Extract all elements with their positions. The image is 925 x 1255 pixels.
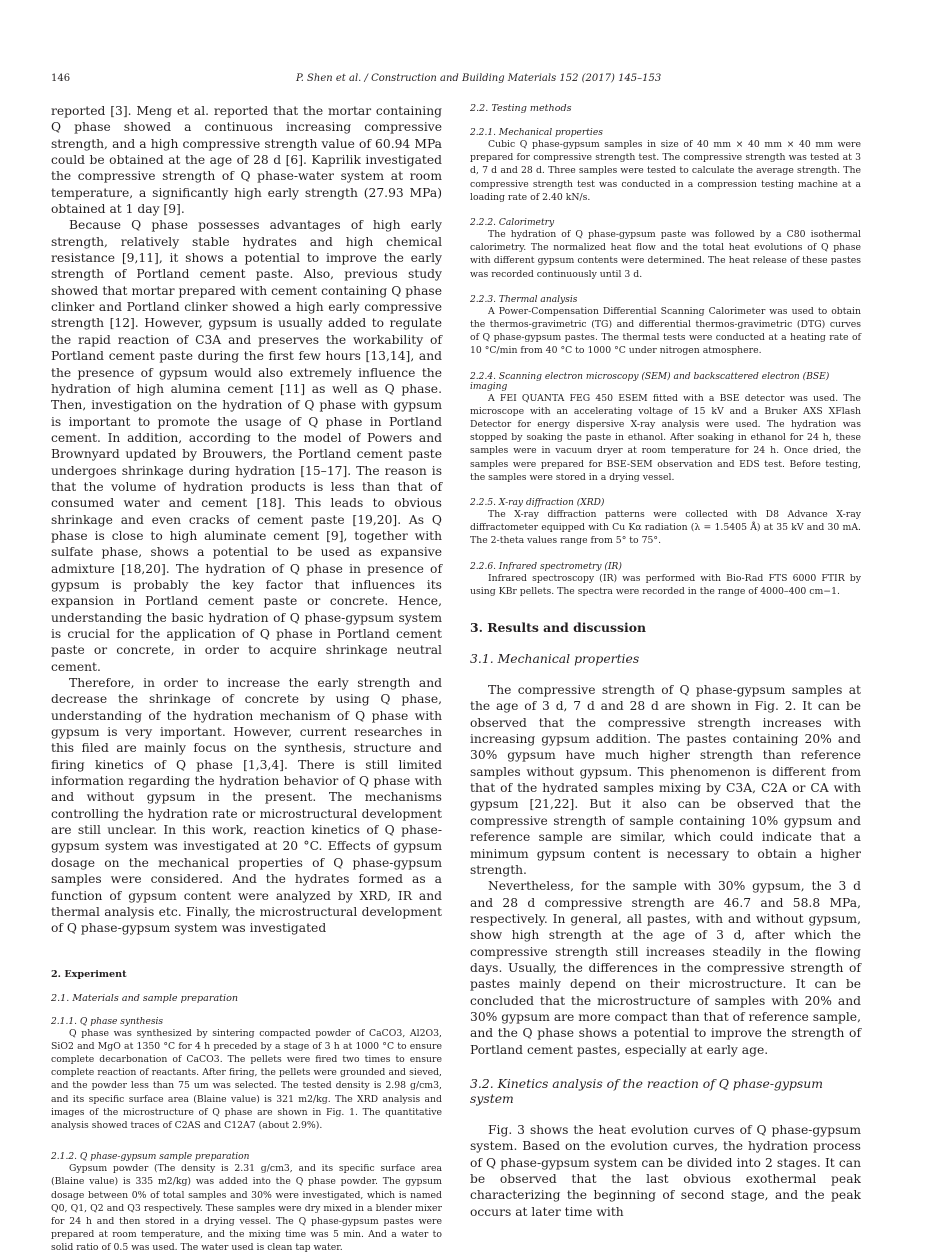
synthesis-paragraph: Q phase was synthesized by sintering compacted powder of CaCO3, Al2O3, SiO2 and MgO at 1350 °C for 4 h preceded by a stage of 3 h at 1000 °C to ensure complete decarbonation of CaCO3. The pellets were fired two times to ensure complete reaction of reactants. After firing, the pellets were grounded and sieved, and the powder less than 75 um was selected. The tested density is 2.98 g/cm3, and its specific surface area (Blaine value) is 321 m2/kg. The XRD analysis and images of the microstructure of Q phase are shown in Fig. 1. The quantitative analysis showed traces of C2AS and C12A7 (about 2.9%). — [51, 1027, 442, 1131]
intro-paragraph-3: Therefore, in order to increase the early strength and decrease the shrinkage of concrete by using Q phase, understanding of the hydration mechanism of Q phase with gypsum is very important. However, current researches in this filed are mainly focus on the synthesis, structure and firing kinetics of Q phase [1,3,4]. There is still limited information regarding the hydration behavior of Q phase with and without gypsum in the present. The mechanisms controlling the hydration rate or microstructural development are still unclear. In this work, reaction kinetics of Q phase-gypsum system was investigated at 20 °C. Effects of gypsum dosage on the mechanical properties of Q phase-gypsum samples were considered. And the hydrates formed as a function of gypsum content were analyzed by XRD, IR and thermal analysis etc. Finally, the microstructural development of Q phase-gypsum system was investigated — [51, 676, 442, 936]
results-paragraph-2: Nevertheless, for the sample with 30% gypsum, the 3 d and 28 d compressive strength are 46.7 and 58.8 MPa, respectively. In general, all pastes, with and without gypsum, show high strength at the age of 3 d, after which the compressive strength still increases steadily in the flowing days. Usually, the differences in the compressive strength of pastes mainly depend on their microstructure. It can be concluded that the microstructure of samples with 20% and 30% gypsum are more compact than that of reference sample, and the Q phase shows a potential to improve the strength of Portland cement pastes, especially at early age. — [470, 879, 861, 1057]
subsection-heading-kinetics: 3.2. Kinetics analysis of the reaction of Q phase-gypsum system — [470, 1075, 823, 1106]
intro-paragraph-2: Because Q phase possesses advantages of high early strength, relatively stable hydrates and high chemical resistance [9,11], it shows a potential to improve the early strength of Portland cement paste. Also, previous study showed that mortar prepared with cement containing Q phase clinker and Portland clinker showed a high early compressive strength [12]. However, gypsum is usually added to regulate the rapid reaction of C3A and preserves the workability of Portland cement paste during the first few hours [13,14], and the presence of gypsum would also extremely influence the hydration of high alumina cement [11] as well as Q phase. Then, investigation on the hydration of Q phase with gypsum is important to promote the usage of Q phase in Portland cement. In addition, according to the model of Powers and Brownyard updated by Brouwers, the Portland cement paste undergoes shrinkage during hydration [15–17]. The reason is that the volume of hydration products is less than that of consumed water and cement [18]. This leads to obvious shrinkage and even cracks of cement paste [19,20]. As Q phase is close to high aluminate cement [9], together with sulfate phase, shows a potential to be used as expansive admixture [18,20]. The hydration of Q phase in presence of gypsum is probably the key factor that influences its expansion in Portland cement paste or concrete. Hence, understanding the basic hydration of Q phase-gypsum system is crucial for the application of Q phase in Portland cement paste or concrete, in order to acquire shrinkage neutral cement. — [51, 218, 442, 674]
xrd-paragraph: The X-ray diffraction patterns were collected with D8 Advance X-ray diffractometer equipped with Cu Kα radiation (λ = 1.5405 Å) at 35 kV and 30 mA. The 2-theta values range from 5° to 75°. — [470, 509, 861, 547]
subsection-heading-materials: 2.1. Materials and sample preparation — [51, 992, 239, 1004]
subsubsection-heading-ir: 2.2.6. Infrared spectrometry (IR) — [470, 561, 622, 572]
subsubsection-heading-calorimetry: 2.2.2. Calorimetry — [470, 218, 555, 229]
intro-paragraph-1: reported [3]. Meng et al. reported that the mortar containing Q phase showed a continuous increasing compressive strength, and a high compressive strength value of 60.94 MPa could be obtained at the age of 28 d [6]. Kaprilik investigated the compressive strength of Q phase-water system at room temperature, a significantly high early strength (27.93 MPa) obtained at 1 day [9]. — [51, 104, 442, 217]
results-paragraph-1: The compressive strength of Q phase-gypsum samples at the age of 3 d, 7 d and 28 d are shown in Fig. 2. It can be observed that the compressive strength increases with increasing gypsum addition. The pastes containing 20% and 30% gypsum have much higher strength than reference samples without gypsum. This phenomenon is different from that of the hydrated samples mixing by C3A, C2A or CA with gypsum [21,22]. But it also can be observed that the compressive strength of sample containing 10% gypsum and reference sample are similar, which could indicate that a minimum gypsum content is necessary to obtain a higher strength. — [470, 683, 861, 877]
ir-paragraph: Infrared spectroscopy (IR) was performed with Bio-Rad FTS 6000 FTIR by using KBr pellets. The spectra were recorded in the range of 4000–400 cm−1. — [470, 572, 861, 597]
subsubsection-heading-sample-preparation: 2.1.2. Q phase-gypsum sample preparation — [51, 1152, 250, 1163]
subsubsection-heading-sem: 2.2.4. Scanning electron microscopy (SEM) and backscattered electron (BSE) imaging — [470, 371, 830, 392]
subsubsection-heading-thermal: 2.2.3. Thermal analysis — [470, 294, 578, 305]
journal-citation: P. Shen et al. / Construction and Building Materials 152 (2017) 145–153 — [296, 73, 662, 84]
subsubsection-heading-mechanical: 2.2.1. Mechanical properties — [470, 128, 603, 138]
subsubsection-heading-synthesis: 2.1.1. Q phase synthesis — [51, 1016, 164, 1027]
section-heading-results: 3. Results and discussion — [470, 620, 646, 636]
mechanical-paragraph: Cubic Q phase-gypsum samples in size of 40 mm × 40 mm × 40 mm were prepared for compressive strength test. The compressive strength was tested at 3 d, 7 d and 28 d. Three samples were tested to calculate the average strength. The compressive strength test was conducted in a compression testing machine at a loading rate of 2.40 kN/s. — [470, 139, 861, 203]
sem-paragraph: A FEI QUANTA FEG 450 ESEM fitted with a BSE detector was used. The microscope with an accelerating voltage of 15 kV and a Bruker AXS XFlash Detector for energy dispersive X-ray analysis were used. The hydration was stopped by soaking the paste in ethanol. After soaking in ethanol for 24 h, these samples were in vacuum dryer at room temperature for 24 h. Once dried, the samples were prepared for BSE-SEM observation and EDS test. Before testing, the samples were stored in a drying vessel. — [470, 392, 861, 483]
subsection-heading-mechanical-properties: 3.1. Mechanical properties — [470, 651, 640, 667]
thermal-paragraph: A Power-Compensation Differential Scanning Calorimeter was used to obtain the thermos-gravimetric (TG) and differential thermos-gravimetric (DTG) curves of Q phase-gypsum pastes. The thermal tests were conducted at a heating rate of 10 °C/min from 40 °C to 1000 °C under nitrogen atmosphere. — [470, 305, 861, 357]
subsubsection-heading-xrd: 2.2.5. X-ray diffraction (XRD) — [470, 498, 605, 509]
section-heading-experiment: 2. Experiment — [51, 968, 127, 980]
page-number: 146 — [51, 73, 71, 84]
sample-preparation-paragraph: Gypsum powder (The density is 2.31 g/cm3, and its specific surface area (Blaine value) is 335 m2/kg) was added into the Q phase powder. The gypsum dosage between 0% of total samples and 30% were investigated, which is named Q0, Q1, Q2 and Q3 respectively. These samples were dry mixed in a blender mixer for 24 h and then stored in a drying vessel. The Q phase-gypsum pastes were prepared at room temperature, and the mixing time was 5 min. And a water to solid ratio of 0.5 was used. The water used is clean tap water. — [51, 1163, 442, 1254]
right-column — [470, 103, 861, 1220]
kinetics-paragraph: Fig. 3 shows the heat evolution curves of Q phase-gypsum system. Based on the evolution curves, the hydration process of Q phase-gypsum system can be divided into 2 stages. It can be observed that the last obvious exothermal peak characterizing the beginning of second stage, and the peak occurs at later time with — [470, 1122, 861, 1219]
calorimetry-paragraph: The hydration of Q phase-gypsum paste was followed by a C80 isothermal calorimetry. The normalized heat flow and the total heat evolutions of Q phase with different gypsum contents were determined. The heat release of these pastes was recorded continuously until 3 d. — [470, 229, 861, 280]
subsection-heading-testing-methods: 2.2. Testing methods — [470, 103, 572, 114]
left-column — [51, 103, 442, 1255]
